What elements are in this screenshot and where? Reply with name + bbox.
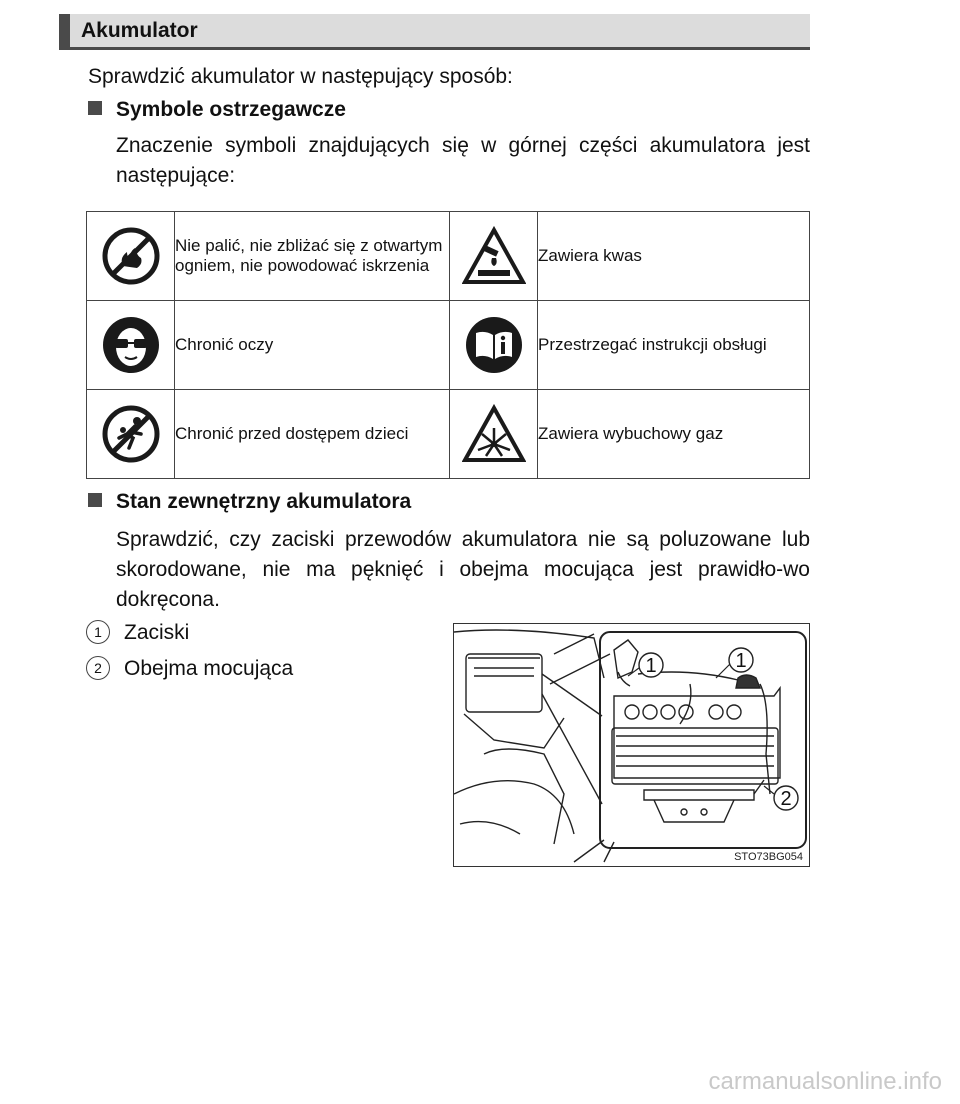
battery-illustration (453, 623, 810, 867)
callout-2: 2 (780, 788, 792, 810)
callout-1a: 1 (645, 655, 657, 677)
table-cell-icon (87, 390, 175, 479)
table-cell-icon (87, 301, 175, 390)
legend-item-terminals (86, 620, 189, 645)
acid-warning-icon (462, 226, 526, 286)
warning-symbols-table (86, 211, 810, 479)
battery-drawing (454, 624, 809, 866)
figure-code: STO73BG054 (734, 851, 803, 863)
explosive-gas-icon (462, 404, 526, 464)
exterior-heading (88, 490, 411, 514)
table-cell-icon (450, 212, 538, 301)
table-row (87, 301, 810, 390)
warning-symbols-text: Znaczenie symboli znajdujących się w górnej części akumulatora jest następujące: (116, 134, 810, 187)
no-fire-icon (101, 226, 161, 286)
table-cell-label: Zawiera wybuchowy gaz (538, 390, 810, 479)
callout-1b: 1 (735, 650, 747, 672)
warning-symbols-heading-text: Symbole ostrzegawcze (116, 98, 346, 121)
table-cell-icon (450, 390, 538, 479)
keep-children-away-icon (101, 404, 161, 464)
warning-symbols-heading (88, 98, 346, 122)
table-cell-label: Zawiera kwas (538, 212, 810, 301)
legend-item-hold-down-clamp (86, 656, 293, 681)
legend-item-label: Zaciski (124, 621, 190, 644)
table-cell-icon (450, 301, 538, 390)
table-cell-label: Chronić oczy (175, 301, 450, 390)
table-row (87, 212, 810, 301)
exterior-text: Sprawdzić, czy zaciski przewodów akumulatora nie są poluzowane lub skorodowane, nie ma pęknięć i obejma mocująca jest prawidło-wo dokręcona. (116, 528, 810, 611)
table-cell-icon (87, 212, 175, 301)
eye-protection-icon (101, 315, 161, 375)
table-cell-label: Nie palić, nie zbliżać się z otwartym ogniem, nie powodować iskrzenia (175, 212, 450, 301)
exterior-heading-text: Stan zewnętrzny akumulatora (116, 490, 412, 513)
number-badge: 1 (86, 620, 110, 644)
table-row (87, 390, 810, 479)
section-header (59, 14, 810, 50)
legend-item-label: Obejma mocująca (124, 657, 294, 680)
number-badge: 2 (86, 656, 110, 680)
table-cell-label: Chronić przed dostępem dzieci (175, 390, 450, 479)
section-header-bar (59, 14, 70, 50)
section-title: Akumulator (81, 19, 198, 42)
manual-icon (464, 315, 524, 375)
watermark: carmanualsonline.info (708, 1068, 942, 1095)
table-cell-label: Przestrzegać instrukcji obsługi (538, 301, 810, 390)
intro-text: Sprawdzić akumulator w następujący sposób: (88, 65, 513, 88)
square-bullet-icon (88, 101, 102, 115)
square-bullet-icon (88, 493, 102, 507)
